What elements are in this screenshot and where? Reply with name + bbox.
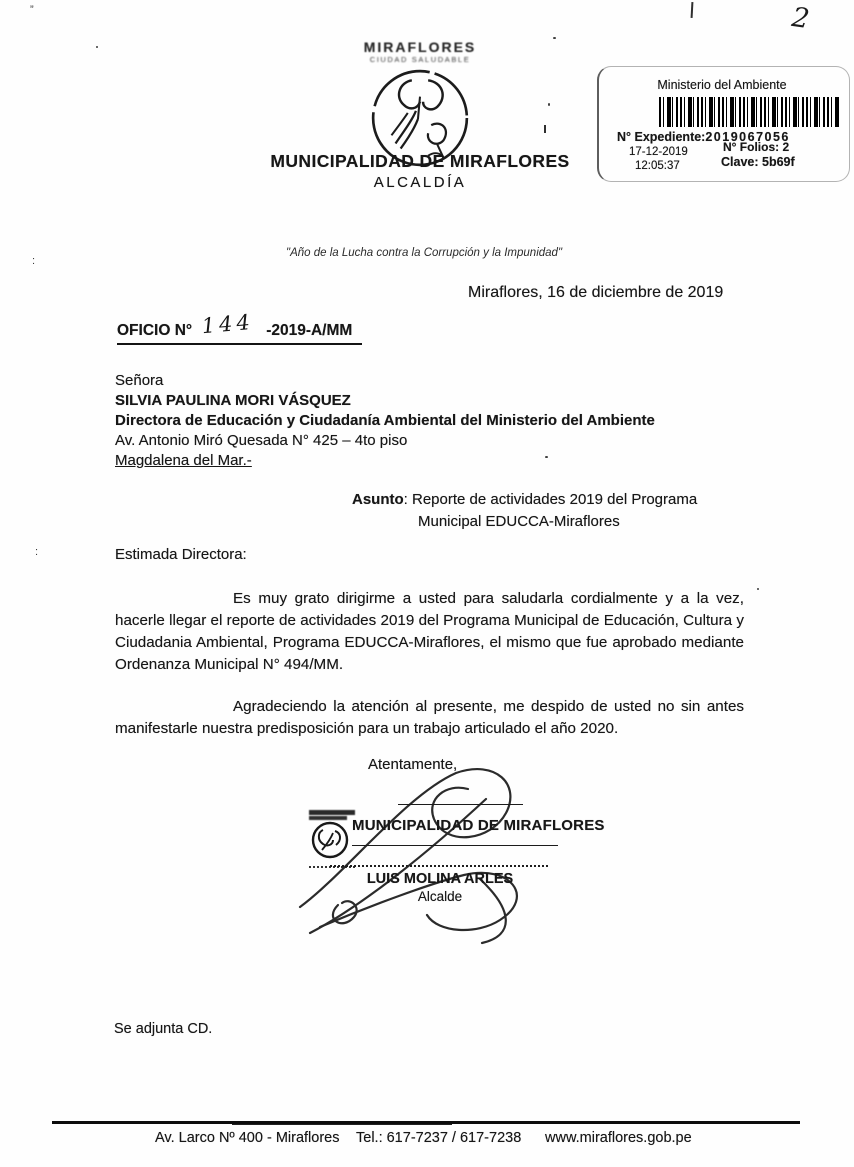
footer-website: www.miraflores.gob.pe: [545, 1130, 692, 1146]
recipient-address: Av. Antonio Miró Quesada N° 425 – 4to piso: [115, 432, 408, 449]
scan-artifact: [691, 2, 694, 18]
scan-artifact: [544, 125, 546, 133]
expediente-label: N° Expediente:: [617, 130, 706, 144]
recipient-title: Directora de Educación y Ciudadanía Ambiental del Ministerio del Ambiente: [115, 412, 655, 429]
reception-stamp: [597, 66, 850, 182]
recipient-district: Magdalena del Mar.-: [115, 452, 252, 469]
subject-block: [352, 489, 752, 532]
stamp-date: 17-12-2019: [629, 146, 688, 158]
stamp-folios: N° Folios: 2: [723, 140, 790, 154]
stamp-ministry-name: Ministerio del Ambiente: [657, 78, 787, 92]
signature-dotted-line: [330, 865, 548, 867]
body-paragraph-1: Es muy grato dirigirme a usted para saludarla cordialmente y a la vez, hacerle llegar el reporte de actividades 2019 del Programa Municipal de Educación, Cultura y Ciudadania Ambiental, Programa EDUCCA-Miraflores, el mismo que fue aprobado mediante Ordenanza Municipal N° 494/MM.: [115, 590, 744, 673]
attachment-note: Se adjunta CD.: [114, 1021, 213, 1037]
subject-line2: Municipal EDUCCA-Miraflores: [418, 512, 620, 530]
year-motto: "Año de la Lucha contra la Corrupción y la Impunidad": [286, 247, 563, 259]
greeting: Estimada Directora:: [115, 546, 247, 563]
subject-line1: [352, 489, 752, 511]
scan-artifact: [553, 37, 556, 39]
oficio-prefix: OFICIO N°: [117, 322, 193, 339]
footer-phone: Tel.: 617-7237 / 617-7238: [356, 1130, 522, 1146]
handwritten-signature: [284, 757, 586, 953]
stamp-time: 12:05:37: [635, 160, 680, 172]
footer-address: Av. Larco Nº 400 - Miraflores: [155, 1130, 340, 1146]
scan-artifact: [548, 103, 550, 106]
handwritten-page-number: 2: [789, 1, 812, 36]
dateline: Miraflores, 16 de diciembre de 2019: [468, 284, 724, 301]
oficio-handwritten-number: 144: [200, 309, 255, 339]
org-name: MUNICIPALIDAD DE MIRAFLORES: [270, 151, 570, 171]
scan-artifact: :: [32, 255, 36, 267]
recipient-name: SILVIA PAULINA MORI VÁSQUEZ: [115, 392, 351, 409]
scan-artifact: [757, 588, 759, 590]
stamp-clave: Clave: 5b69f: [721, 155, 795, 169]
subject-text1: : Reporte de actividades 2019 del Programa: [403, 491, 698, 508]
scan-artifact: [545, 456, 548, 458]
signer-title: Alcalde: [417, 889, 463, 904]
barcode: [659, 97, 839, 127]
oficio-number-line: [117, 309, 362, 345]
scan-artifact: ”: [30, 4, 34, 16]
recipient-block: [115, 371, 655, 471]
recipient-salutation: Señora: [115, 372, 164, 389]
signer-name: LUIS MOLINA ARLES: [366, 871, 514, 887]
logo-tagline: CIUDAD SALUDABLE: [369, 55, 471, 64]
scan-artifact: :: [35, 546, 39, 558]
closing-salutation: Atentamente,: [368, 756, 458, 773]
oficio-suffix: -2019-A/MM: [266, 322, 353, 339]
office-name: ALCALDÍA: [373, 174, 467, 191]
footer-rule: [52, 1121, 800, 1124]
expediente-number: 2019067056: [705, 130, 790, 144]
signature-stamp-text: MUNICIPALIDAD DE MIRAFLORES: [352, 817, 605, 834]
logo-wordmark: MIRAFLORES: [363, 39, 477, 55]
body-paragraph-2: Agradeciendo la atención al presente, me despido de usted no sin antes manifestarle nuestra predisposición para un trabajo articulado el año 2020.: [115, 698, 744, 737]
scan-artifact: [96, 46, 98, 48]
subject-label: Asunto: [352, 491, 404, 508]
